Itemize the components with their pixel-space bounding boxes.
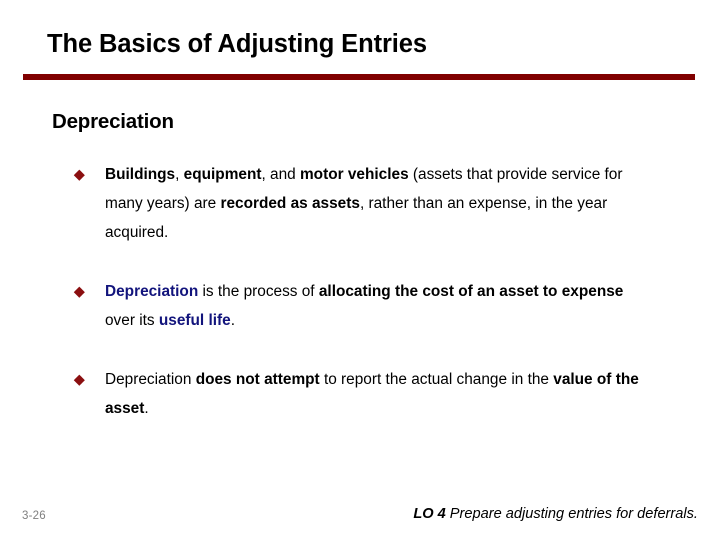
bullet-list — [72, 160, 672, 453]
learning-objective-text: Prepare adjusting entries for deferrals. — [449, 506, 698, 522]
section-heading: Depreciation — [52, 110, 174, 133]
page-title: The Basics of Adjusting Entries — [47, 30, 427, 58]
text-run: , — [175, 166, 184, 183]
slide-number: 3-26 — [22, 510, 46, 522]
text-run: , and — [261, 166, 300, 183]
diamond-bullet-icon: ◆ — [73, 370, 86, 388]
emphasis-equipment: equipment — [183, 166, 262, 183]
emphasis-buildings: Buildings — [105, 166, 176, 183]
text-run: Depreciation — [105, 371, 196, 388]
text-run: (assets that provide service for many years) are — [105, 166, 623, 212]
emphasis-recorded-as-assets: recorded as assets — [220, 195, 360, 212]
text-run: . — [230, 312, 236, 329]
list-item-text — [105, 160, 650, 247]
emphasis-useful-life: useful life — [158, 312, 231, 329]
diamond-bullet-icon: ◆ — [73, 165, 86, 183]
learning-objective — [413, 506, 698, 522]
emphasis-motor-vehicles: motor vehicles — [300, 166, 409, 183]
emphasis-does-not-attempt: does not attempt — [195, 371, 320, 388]
learning-objective-label: LO 4 — [413, 506, 446, 522]
diamond-bullet-icon: ◆ — [73, 282, 86, 300]
text-run: over its — [105, 312, 159, 329]
emphasis-depreciation: Depreciation — [105, 283, 199, 300]
emphasis-value-of-asset: value of the asset — [105, 371, 639, 417]
list-item — [72, 365, 672, 423]
text-run: is the process of — [198, 283, 319, 300]
list-item-text — [105, 365, 650, 423]
list-item-text — [105, 277, 650, 335]
list-item — [72, 160, 672, 247]
text-run: . — [144, 400, 149, 417]
text-run: , rather than an expense, in the year acquired. — [105, 195, 608, 241]
emphasis-allocating-cost: allocating the cost of an asset to expense — [318, 283, 624, 300]
list-item — [72, 277, 672, 335]
title-divider — [23, 74, 695, 80]
text-run: to report the actual change in the — [319, 371, 554, 388]
